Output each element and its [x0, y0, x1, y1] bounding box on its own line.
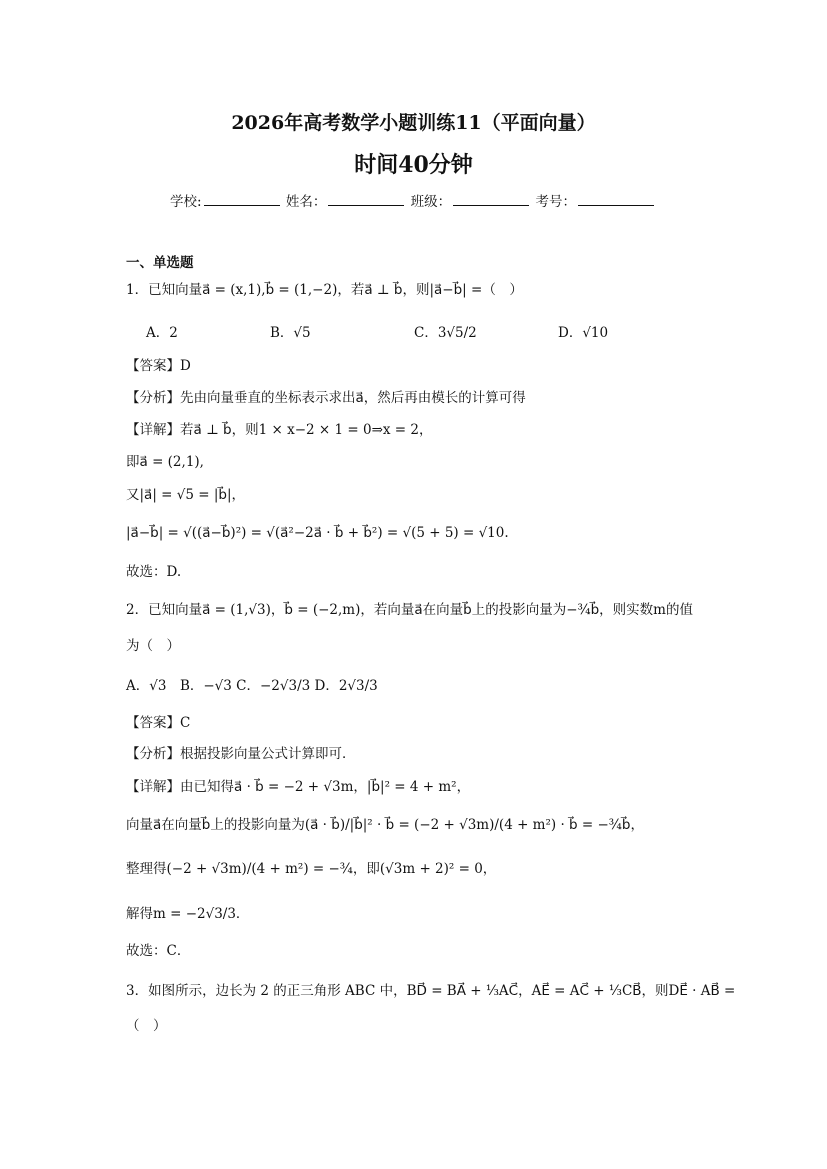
school-label: 学校:	[170, 194, 202, 210]
q1-option-a: A．2	[146, 325, 178, 341]
q1-answer: 【答案】D	[126, 358, 191, 374]
q1-detail-line: 即a⃗ = (2,1),	[126, 454, 204, 470]
q2-detail-line: 解得m = −2√3/3．	[126, 906, 250, 922]
q2-options: A．√3 B．−√3 C．−2√3/3 D．2√3/3	[126, 678, 378, 694]
question-3-stem: 3．如图所示，边长为 2 的正三角形 ABC 中，BD⃗ = BA⃗ + ⅓AC⃗，AE⃗ = AC⃗ + ⅓CB⃗，则DE⃗ · AB⃗ =	[126, 983, 736, 999]
question-2-stem-cont: 为（ ）	[126, 638, 180, 654]
student-info-line	[170, 190, 656, 210]
class-field[interactable]	[453, 192, 529, 206]
q1-option-c: C．3√5/2	[414, 325, 477, 341]
name-label: 姓名：	[285, 194, 327, 210]
q1-detail-line: 【详解】若a⃗ ⊥ b⃗，则1 × x−2 × 1 = 0⇒x = 2，	[126, 422, 433, 438]
q1-conclusion: 故选：D.	[126, 564, 182, 580]
q2-answer: 【答案】C	[126, 715, 191, 731]
q1-detail-line: 又|a⃗| = √5 = |b⃗|，	[126, 487, 246, 503]
time-limit: 时间40分钟	[354, 152, 473, 178]
q2-detail-line: 整理得(−2 + √3m)/(4 + m²) = −¾，即(√3m + 2)² = 0，	[126, 861, 497, 877]
q1-option-d: D．√10	[558, 325, 609, 341]
question-3-stem-cont: （ ）	[126, 1018, 167, 1034]
name-field[interactable]	[328, 192, 404, 206]
q2-detail-line: 向量a⃗在向量b⃗上的投影向量为(a⃗ · b⃗)/|b⃗|² · b⃗ = (−2 + √3m)/(4 + m²) · b⃗ = −¾b⃗，	[126, 817, 644, 833]
school-field[interactable]	[204, 192, 280, 206]
question-1-stem: 1．已知向量a⃗ = (x,1),b⃗ = (1,−2)，若a⃗ ⊥ b⃗，则|a⃗−b⃗| =（ ）	[126, 282, 523, 298]
q2-conclusion: 故选：C．	[126, 943, 191, 959]
q2-analysis: 【分析】根据投影向量公式计算即可．	[126, 746, 356, 762]
number-label: 考号：	[535, 194, 576, 210]
q1-detail-line: |a⃗−b⃗| = √((a⃗−b⃗)²) = √(a⃗²−2a⃗ · b⃗ + b⃗²) = √(5 + 5) = √10.	[126, 525, 509, 541]
number-field[interactable]	[578, 192, 654, 206]
q2-detail-line: 【详解】由已知得a⃗ · b⃗ = −2 + √3m，|b⃗|² = 4 + m²，	[126, 779, 471, 795]
section-heading: 一、单选题	[126, 255, 194, 271]
q1-analysis: 【分析】先由向量垂直的坐标表示求出a⃗，然后再由模长的计算可得	[126, 390, 526, 406]
class-label: 班级：	[410, 194, 452, 210]
question-2-stem: 2．已知向量a⃗ = (1,√3)，b⃗ = (−2,m)，若向量a⃗在向量b⃗上的投影向量为−¾b⃗，则实数m的值	[126, 602, 693, 618]
page-title: 2026年高考数学小题训练11（平面向量）	[231, 112, 596, 134]
q1-option-b: B．√5	[270, 325, 311, 341]
